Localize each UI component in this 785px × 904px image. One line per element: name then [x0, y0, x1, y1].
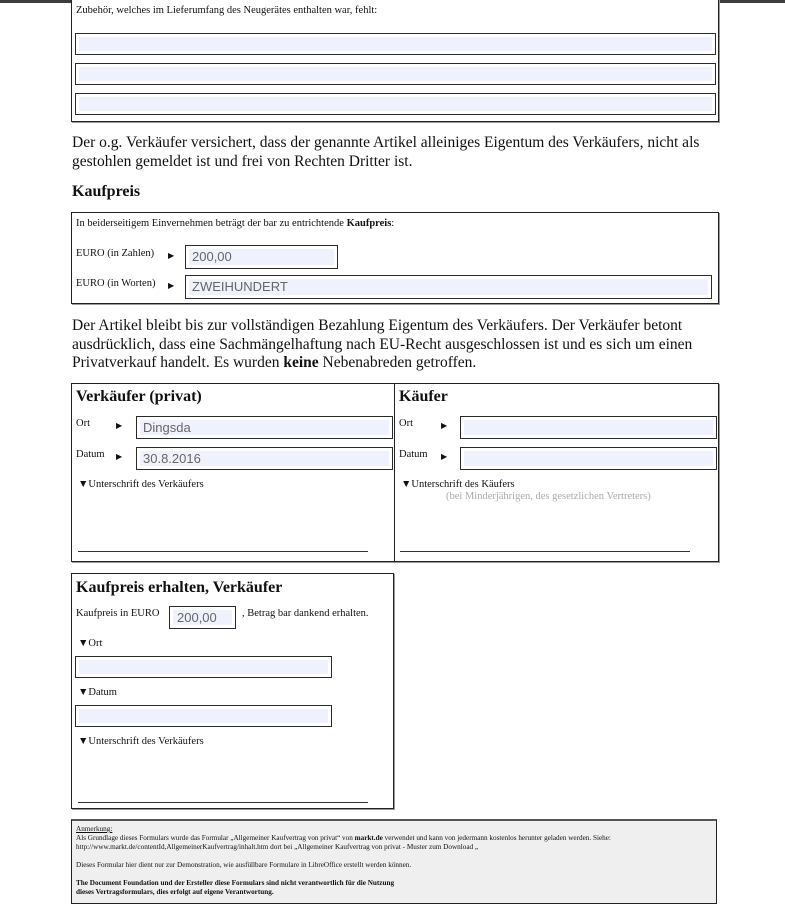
- arrow-right-icon: ▶: [116, 421, 123, 430]
- arrow-right-icon: ▶: [168, 251, 175, 260]
- receipt-price-suffix: , Betrag bar dankend erhalten.: [242, 608, 369, 619]
- buyer-ort-field[interactable]: [460, 416, 717, 439]
- buyer-datum-label: Datum: [399, 449, 428, 460]
- accessories-label: Zubehör, welches im Lieferumfang des Neugerätes enthalten war, fehlt:: [76, 5, 378, 16]
- seller-signature-line: [78, 551, 368, 552]
- receipt-ort-label: ▼Ort: [78, 638, 103, 649]
- arrow-right-icon: ▶: [116, 452, 123, 461]
- price-intro: In beiderseitigem Einvernehmen beträgt der bar zu entrichtende Kaufpreis:: [76, 218, 395, 229]
- receipt-datum-label: ▼Datum: [78, 687, 117, 698]
- accessory-field-3[interactable]: [75, 93, 716, 115]
- accessories-section: [71, 0, 719, 122]
- arrow-right-icon: ▶: [441, 452, 448, 461]
- seller-heading: Verkäufer (privat): [76, 388, 202, 405]
- note-title: Anmerkung:: [76, 825, 113, 833]
- price-heading: Kaufpreis: [72, 183, 141, 200]
- receipt-datum-field[interactable]: [75, 705, 332, 727]
- buyer-section: [394, 383, 719, 562]
- ownership-retention-text: Der Artikel bleibt bis zur vollständigen Bezahlung Eigentum des Verkäufers. Der Verkäufer betont ausdrücklich, dass eine Sachmängelhaftung nach EU-Recht ausgeschlossen ist und es sich um einen Privatverkauf handelt. Es wurden keine Nebenabreden getroffen.: [72, 317, 693, 371]
- seller-signature-label: ▼Unterschrift des Verkäufers: [78, 479, 204, 490]
- price-numeric-label: EURO (in Zahlen): [76, 248, 155, 259]
- receipt-section: [71, 573, 394, 809]
- seller-ort-label: Ort: [76, 418, 90, 429]
- buyer-ort-label: Ort: [399, 418, 413, 429]
- receipt-signature-label: ▼Unterschrift des Verkäufers: [78, 736, 204, 747]
- seller-datum-label: Datum: [76, 449, 105, 460]
- seller-datum-field[interactable]: 30.8.2016: [136, 447, 393, 470]
- seller-ort-field[interactable]: Dingsda: [136, 416, 393, 439]
- note-line-2: http://www.markt.de/contentId,AllgemeinerKaufvertrag/inhalt.htm dort bei „Allgemeiner Kaufvertrag von privat - Muster zum Download „: [76, 843, 479, 851]
- arrow-right-icon: ▶: [441, 421, 448, 430]
- price-numeric-field[interactable]: 200,00: [185, 245, 338, 269]
- price-section: [71, 212, 719, 304]
- note-line-3: Dieses Formular hier dient nur zur Demonstration, wie ausfüllbare Formulare in LibreOffice erstellt werden können.: [76, 861, 412, 869]
- arrow-right-icon: ▶: [168, 281, 175, 290]
- seller-section: [71, 383, 396, 562]
- ownership-statement: Der o.g. Verkäufer versichert, dass der genannte Artikel alleiniges Eigentum des Verkäufers, nicht als gestohlen gemeldet ist und frei von Rechten Dritter ist.: [72, 134, 700, 170]
- note-disclaimer-1: The Document Foundation und der Ersteller diese Formulars sind nicht verantwortlich für die Nutzung: [76, 879, 395, 887]
- price-words-label: EURO (in Worten): [76, 278, 156, 289]
- receipt-signature-line: [78, 802, 368, 803]
- accessory-field-2[interactable]: [75, 63, 716, 85]
- note-spacer: [76, 852, 712, 861]
- note-spacer: [76, 870, 712, 879]
- accessory-field-1[interactable]: [75, 33, 716, 55]
- buyer-datum-field[interactable]: [460, 447, 717, 470]
- price-words-field[interactable]: ZWEIHUNDERT: [185, 275, 712, 299]
- note-line-1: Als Grundlage dieses Formulars wurde das Formular „Allgemeiner Kaufvertrag von privat“ von markt.de verwendet und kann von jedermann kostenlos herunter geladen werden. Siehe:: [76, 834, 611, 842]
- receipt-price-field[interactable]: 200,00: [169, 606, 236, 629]
- receipt-ort-field[interactable]: [75, 656, 332, 678]
- note-disclaimer-2: dieses Vertragsformulars, dies erfolgt auf eigene Verantwortung.: [76, 888, 274, 896]
- receipt-price-label: Kaufpreis in EURO: [76, 608, 160, 619]
- buyer-heading: Käufer: [399, 388, 448, 405]
- buyer-signature-hint: (bei Minderjährigen, des gesetzlichen Vertreters): [446, 491, 651, 502]
- buyer-signature-line: [400, 551, 690, 552]
- note-section: [71, 819, 717, 904]
- buyer-signature-label: ▼Unterschrift des Käufers: [401, 479, 515, 490]
- receipt-heading: Kaufpreis erhalten, Verkäufer: [76, 579, 283, 596]
